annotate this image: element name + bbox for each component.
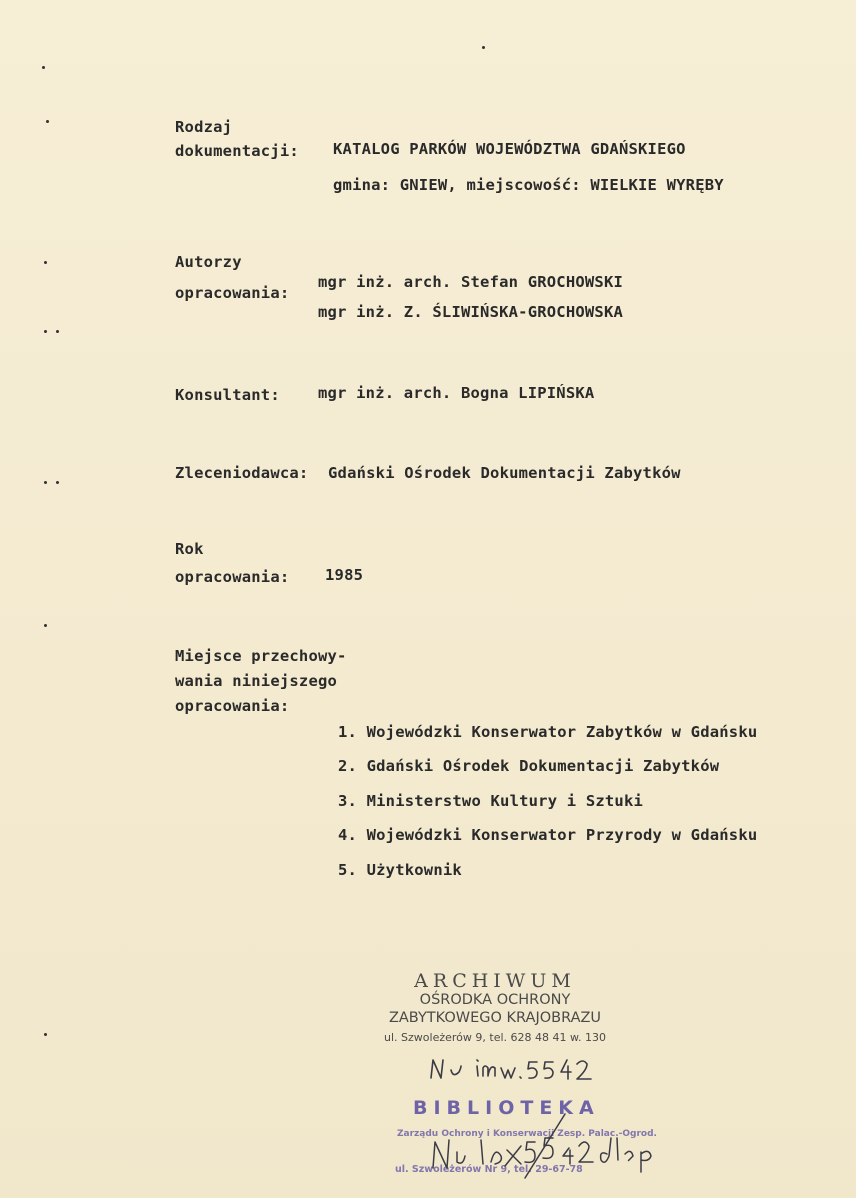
miejsce-label-2: wania niniejszego — [175, 672, 338, 690]
storage-item: 5. Użytkownik — [338, 861, 462, 879]
autorzy-label-1: Autorzy — [175, 253, 242, 271]
archiwum-stamp-line: ZABYTKOWEGO KRAJOBRAZU — [388, 1010, 602, 1026]
biblioteka-stamp-line: Zarządu Ochrony i Konserwacji Zesp. Palac.-Ogrod. — [397, 1129, 657, 1139]
zleceniodawca-label: Zleceniodawca: — [175, 464, 309, 482]
biblioteka-stamp-address: ul. Szwoleżerów Nr 9, tel. 29-67-78 — [395, 1164, 583, 1175]
archiwum-stamp-title: ARCHIWUM — [414, 970, 576, 992]
konsultant-label: Konsultant: — [175, 386, 280, 404]
storage-item: 4. Wojewódzki Konserwator Przyrody w Gdańsku — [338, 826, 758, 844]
author-2: mgr inż. Z. ŚLIWIŃSKA-GROCHOWSKA — [318, 303, 624, 321]
margin-mark — [44, 1033, 47, 1036]
miejsce-label-1: Miejsce przechowy- — [175, 647, 347, 665]
margin-mark — [44, 330, 47, 333]
rodzaj-value: KATALOG PARKÓW WOJEWÓDZTWA GDAŃSKIEGO — [333, 140, 686, 158]
rok-label-2: opracowania: — [175, 568, 290, 586]
rok-label-1: Rok — [175, 540, 204, 558]
gmina-line: gmina: GNIEW, miejscowość: WIELKIE WYRĘBY — [333, 176, 724, 194]
margin-mark — [44, 624, 47, 627]
miejsce-label-3: opracowania: — [175, 697, 290, 715]
biblioteka-stamp — [395, 1090, 685, 1190]
storage-item: 3. Ministerstwo Kultury i Sztuki — [338, 792, 644, 810]
margin-mark — [44, 481, 47, 484]
storage-item: 2. Gdański Ośrodek Dokumentacji Zabytków — [338, 757, 720, 775]
autorzy-label-2: opracowania: — [175, 284, 290, 302]
rodzaj-label-1: Rodzaj — [175, 118, 233, 136]
biblioteka-stamp-title: BIBLIOTEKA — [413, 1097, 600, 1119]
margin-mark — [56, 330, 59, 333]
konsultant-value: mgr inż. arch. Bogna LIPIŃSKA — [318, 384, 595, 402]
margin-mark — [44, 261, 47, 264]
margin-mark — [482, 46, 485, 49]
rok-value: 1985 — [325, 566, 364, 584]
handwritten-inventory-number — [425, 1048, 600, 1088]
zleceniodawca-value: Gdański Ośrodek Dokumentacji Zabytków — [328, 464, 681, 482]
archiwum-stamp-address: ul. Szwoleżerów 9, tel. 628 48 41 w. 130 — [384, 1031, 606, 1044]
margin-mark — [46, 120, 49, 123]
rodzaj-label-2: dokumentacji: — [175, 142, 299, 160]
storage-item: 1. Wojewódzki Konserwator Zabytków w Gdańsku — [338, 723, 758, 741]
archiwum-stamp — [360, 970, 630, 1044]
margin-mark — [42, 66, 45, 69]
author-1: mgr inż. arch. Stefan GROCHOWSKI — [318, 273, 624, 291]
archiwum-stamp-line: OŚRODKA OCHRONY — [419, 992, 571, 1008]
margin-mark — [56, 481, 59, 484]
